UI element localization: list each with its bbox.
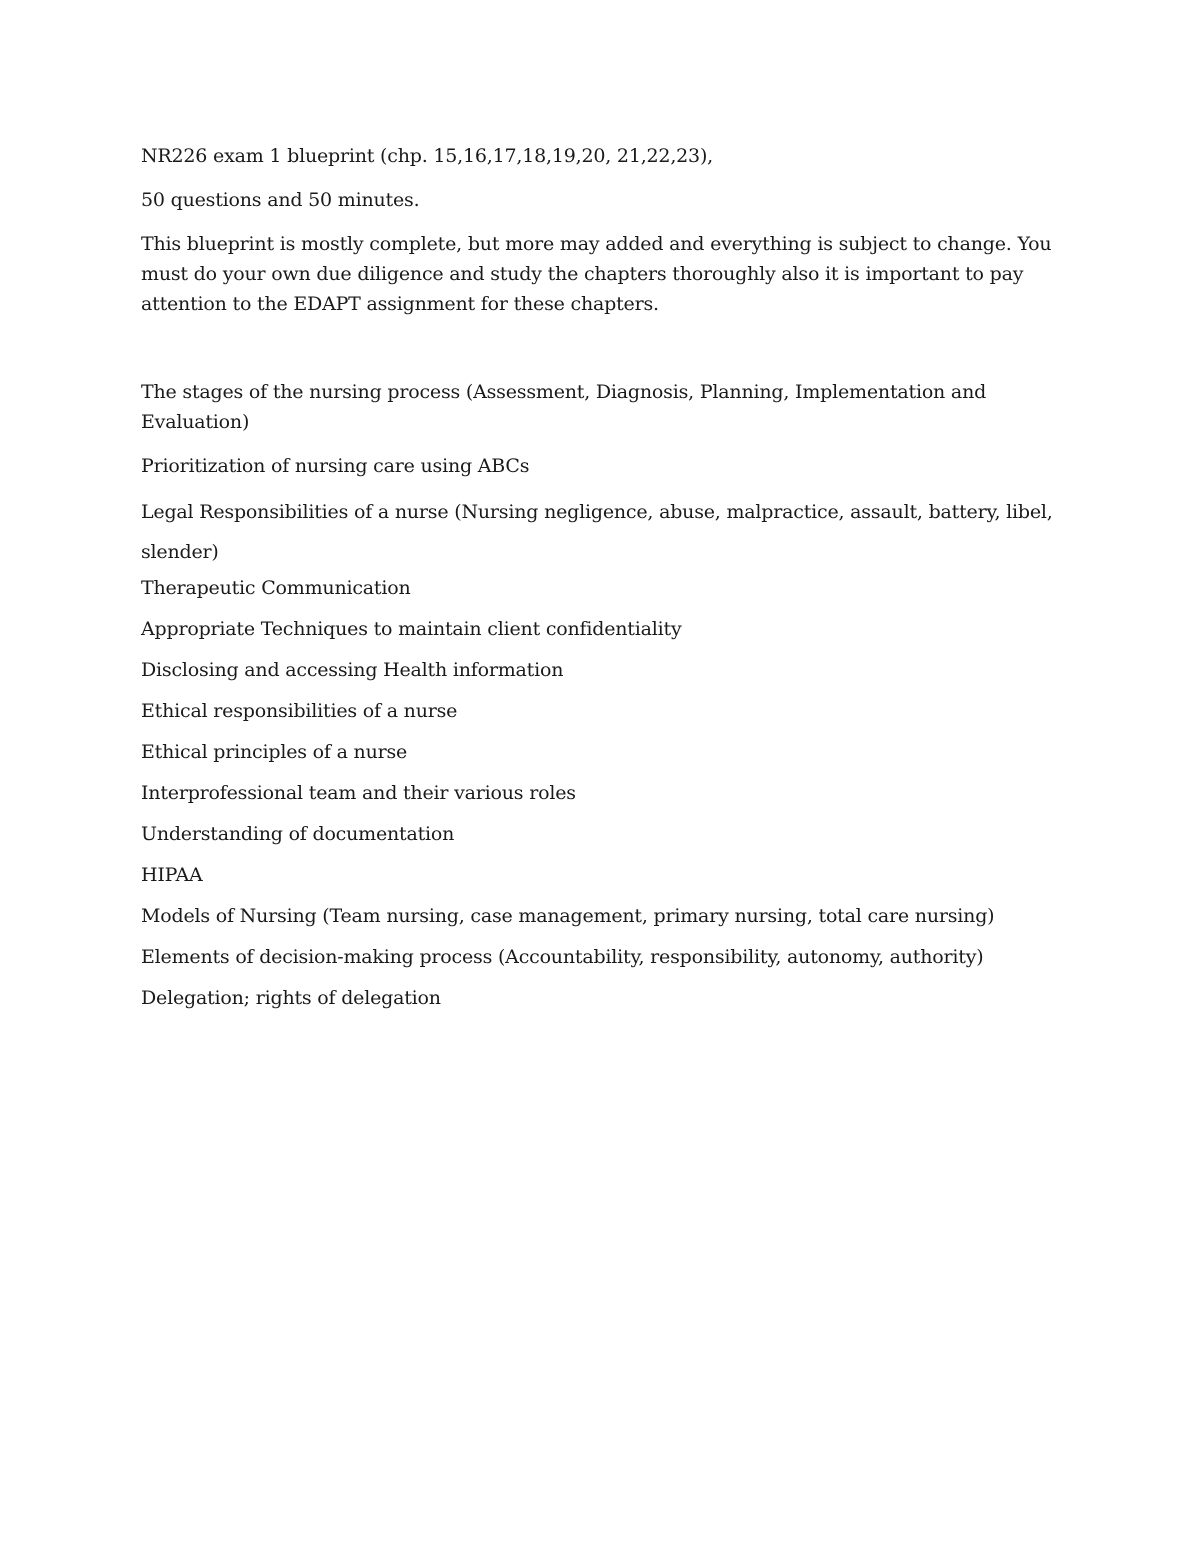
topic-item: Ethical principles of a nurse xyxy=(141,741,408,763)
topic-item: Legal Responsibilities of a nurse (Nursing negligence, abuse, malpractice, assault, battery, libel, slender) xyxy=(141,501,1053,563)
intro-paragraph: This blueprint is mostly complete, but more may added and everything is subject to change. You must do your own due diligence and study the chapters thoroughly also it is important to pay attention to the EDAPT assignment for these chapters. xyxy=(141,233,1052,315)
topic-item: Prioritization of nursing care using ABCs xyxy=(141,455,530,477)
topic-item: HIPAA xyxy=(141,864,203,886)
topic-item: Models of Nursing (Team nursing, case management, primary nursing, total care nursing) xyxy=(141,905,995,927)
topic-item: Appropriate Techniques to maintain client confidentiality xyxy=(141,618,682,640)
topic-item: Therapeutic Communication xyxy=(141,577,411,599)
topic-list xyxy=(141,377,1061,1013)
document-title: NR226 exam 1 blueprint (chp. 15,16,17,18,19,20, 21,22,23), xyxy=(141,145,713,167)
topic-item: Ethical responsibilities of a nurse xyxy=(141,700,458,722)
topic-item: Disclosing and accessing Health information xyxy=(141,659,564,681)
topic-item: Delegation; rights of delegation xyxy=(141,987,441,1009)
topic-item: The stages of the nursing process (Assessment, Diagnosis, Planning, Implementation and Evaluation) xyxy=(141,381,987,433)
exam-details: 50 questions and 50 minutes. xyxy=(141,189,420,211)
document-body xyxy=(141,141,1061,1024)
topic-item: Understanding of documentation xyxy=(141,823,455,845)
topic-item: Elements of decision-making process (Accountability, responsibility, autonomy, authority) xyxy=(141,946,984,968)
topic-item: Interprofessional team and their various roles xyxy=(141,782,576,804)
